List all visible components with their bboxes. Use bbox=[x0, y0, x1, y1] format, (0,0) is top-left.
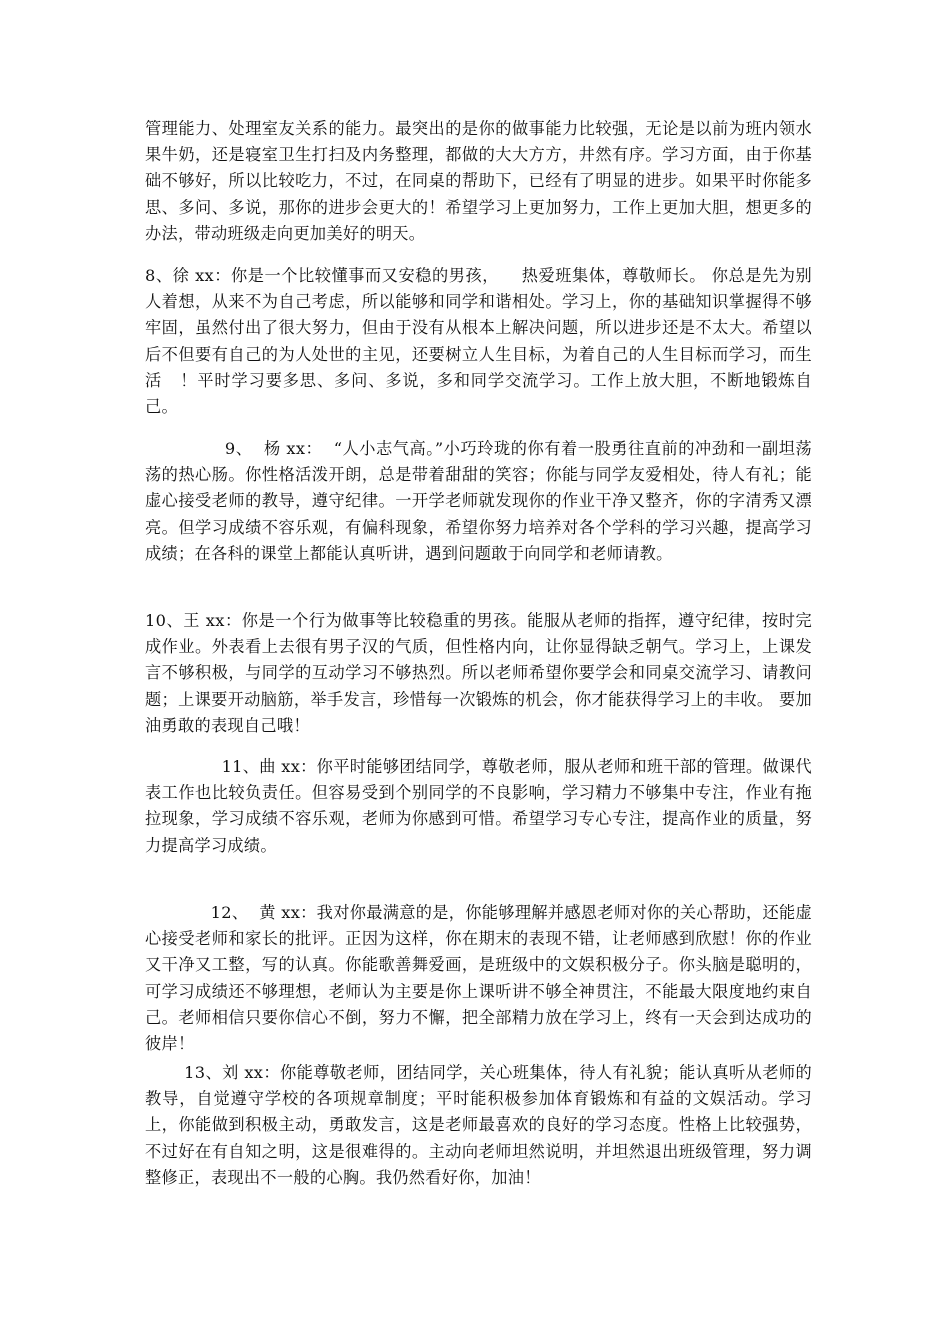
comment-paragraph-11: 11、曲 xx：你平时能够团结同学，尊敬老师，服从老师和班干部的管理。做课代表工作也比较负责任。但容易受到个别同学的不良影响，学习精力不够集中专注，作业有拖拉现象，学习成绩不容乐观，老师为你感到可惜。希望学习专心专注，提高作业的质量，努力提高学习成绩。 bbox=[145, 757, 812, 855]
comment-paragraph-9: 9、 杨 xx： “人小志气高。”小巧玲珑的你有着一股勇往直前的冲劲和一副坦荡荡的热心肠。你性格活泼开朗，总是带着甜甜的笑容；你能与同学友爱相处，待人有礼；能虚心接受老师的教导，遵守纪律。一开学老师就发现你的作业干净又整齐，你的字清秀又漂亮。但学习成绩不容乐观，有偏科现象，希望你努力培养对各个学科的学习兴趣，提高学习成绩；在各科的课堂上都能认真听讲，遇到问题敢于向同学和老师请教。 bbox=[145, 439, 812, 563]
comment-paragraph-8: 8、徐 xx：你是一个比较懂事而又安稳的男孩， 热爱班集体，尊敬师长。 你总是先为别人着想，从来不为自己考虑，所以能够和同学和谐相处。学习上，你的基础知识掌握得不够牢固，虽然付出了很大努力，但由于没有从根本上解决问题，所以进步还是不太大。希望以后不但要有自己的为人处世的主见，还要树立人生目标，为着自己的人生目标而学习，而生活 ！平时学习要多思、多问、多说，多和同学交流学习。工作上放大胆，不断地锻炼自己。 bbox=[145, 266, 812, 417]
comment-paragraph-13: 13、刘 xx：你能尊敬老师，团结同学，关心班集体，待人有礼貌；能认真听从老师的教导，自觉遵守学校的各项规章制度；平时能积极参加体育锻炼和有益的文娱活动。学习上，你能做到积极主动，勇敢发言，这是老师最喜欢的良好的学习态度。性格上比较强势，不过好在有自知之明，这是很难得的。主动向老师坦然说明，并坦然退出班级管理，努力调整修正，表现出不一般的心胸。我仍然看好你，加油！ bbox=[145, 1063, 812, 1187]
comment-paragraph-continued: 管理能力、处理室友关系的能力。最突出的是你的做事能力比较强，无论是以前为班内领水果牛奶，还是寝室卫生打扫及内务整理，都做的大大方方，井然有序。学习方面，由于你基础不够好，所以比较吃力，不过，在同桌的帮助下，已经有了明显的进步。如果平时你能多思、多问、多说，那你的进步会更大的！希望学习上更加努力，工作上更加大胆，想更多的办法，带动班级走向更加美好的明天。 bbox=[145, 119, 812, 243]
comment-paragraph-10: 10、王 xx：你是一个行为做事等比较稳重的男孩。能服从老师的指挥，遵守纪律，按时完成作业。外表看上去很有男子汉的气质，但性格内向，让你显得缺乏朝气。学习上，上课发言不够积极，与同学的互动学习不够热烈。所以老师希望你要学会和同桌交流学习、请教问题；上课要开动脑筋，举手发言，珍惜每一次锻炼的机会，你才能获得学习上的丰收。 要加油勇敢的表现自己哦！ bbox=[145, 611, 812, 735]
comment-paragraph-12: 12、 黄 xx：我对你最满意的是，你能够理解并感恩老师对你的关心帮助，还能虚心接受老师和家长的批评。正因为这样，你在期末的表现不错，让老师感到欣慰！你的作业又干净又工整，写的认真。你能歌善舞爱画，是班级中的文娱积极分子。你头脑是聪明的，可学习成绩还不够理想，老师认为主要是你上课听讲不够全神贯注，不能最大限度地约束自己。老师相信只要你信心不倒，努力不懈，把全部精力放在学习上，终有一天会到达成功的彼岸！ bbox=[145, 903, 812, 1054]
